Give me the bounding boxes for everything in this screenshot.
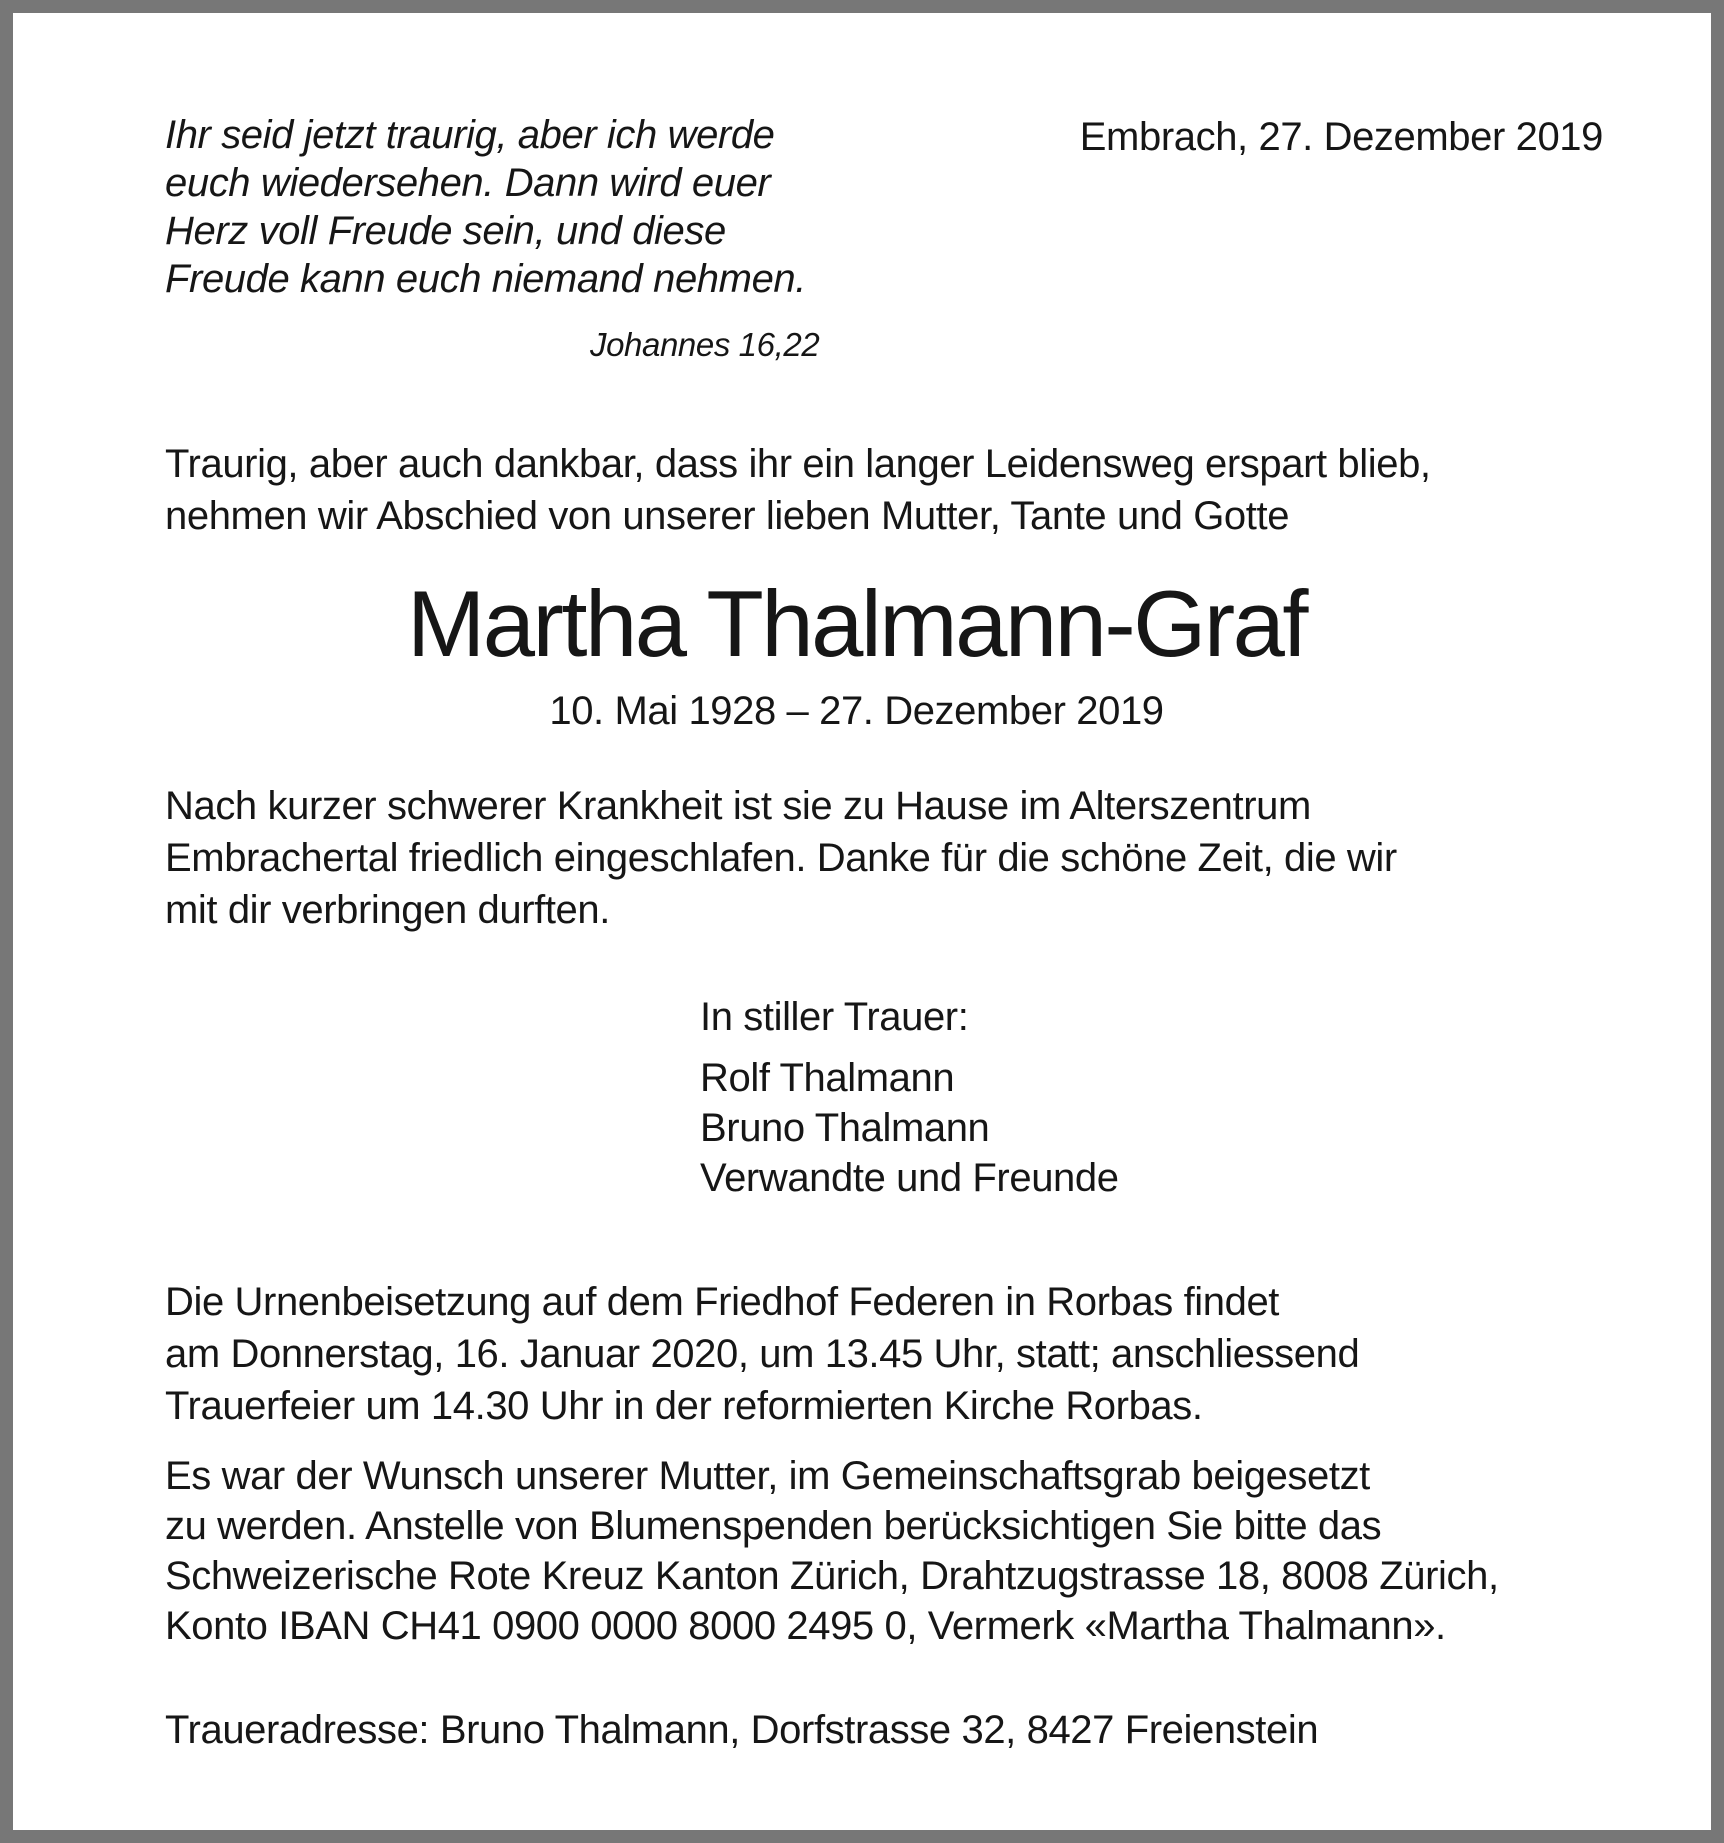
mourners-heading: In stiller Trauer:	[700, 995, 969, 1039]
mourners-list	[700, 1053, 1603, 1203]
funeral-line: Trauerfeier um 14.30 Uhr in der reformierten Kirche Rorbas.	[165, 1384, 1203, 1428]
place-and-date: Embrach, 27. Dezember 2019	[1079, 115, 1603, 159]
donation-line: zu werden. Anstelle von Blumenspenden berücksichtigen Sie bitte das	[165, 1504, 1382, 1548]
funeral-line: am Donnerstag, 16. Januar 2020, um 13.45 Uhr, statt; anschliessend	[165, 1332, 1360, 1376]
mourning-address	[165, 1704, 1603, 1756]
mourner-name: Verwandte und Freunde	[700, 1156, 1119, 1200]
deceased-name: Martha Thalmann-Graf	[406, 571, 1307, 676]
passing-line: Embrachertal friedlich eingeschlafen. Danke für die schöne Zeit, die wir	[165, 836, 1397, 880]
funeral-paragraph	[165, 1276, 1603, 1432]
header-row	[165, 111, 1603, 365]
life-dates: 10. Mai 1928 – 27. Dezember 2019	[549, 689, 1164, 733]
mourner-name: Bruno Thalmann	[700, 1106, 990, 1150]
passing-paragraph	[165, 780, 1603, 936]
donation-line: Konto IBAN CH41 0900 0000 8000 2495 0, Vermerk «Martha Thalmann».	[165, 1604, 1446, 1648]
intro-line: Traurig, aber auch dankbar, dass ihr ein langer Leidensweg erspart blieb,	[165, 442, 1431, 486]
funeral-line: Die Urnenbeisetzung auf dem Friedhof Federen in Rorbas findet	[165, 1280, 1280, 1324]
intro-line: nehmen wir Abschied von unserer lieben Mutter, Tante und Gotte	[165, 494, 1290, 538]
mourner-name: Rolf Thalmann	[700, 1056, 955, 1100]
mourners-block	[700, 991, 1603, 1203]
quote-line: Ihr seid jetzt traurig, aber ich werde	[165, 113, 775, 157]
passing-line: mit dir verbringen durften.	[165, 888, 610, 932]
quote-line: euch wiedersehen. Dann wird euer	[165, 161, 771, 205]
mourning-address-line: Traueradresse: Bruno Thalmann, Dorfstrasse 32, 8427 Freienstein	[165, 1708, 1319, 1752]
bible-quote	[165, 111, 819, 365]
donation-line: Schweizerische Rote Kreuz Kanton Zürich, Drahtzugstrasse 18, 8008 Zürich,	[165, 1554, 1499, 1598]
quote-source: Johannes 16,22	[590, 326, 820, 363]
donation-line: Es war der Wunsch unserer Mutter, im Gemeinschaftsgrab beigesetzt	[165, 1454, 1370, 1498]
quote-line: Herz voll Freude sein, und diese	[165, 209, 726, 253]
donation-paragraph	[165, 1451, 1603, 1651]
quote-line: Freude kann euch niemand nehmen.	[165, 257, 806, 301]
intro-paragraph	[165, 438, 1603, 542]
passing-line: Nach kurzer schwerer Krankheit ist sie zu Hause im Alterszentrum	[165, 784, 1311, 828]
